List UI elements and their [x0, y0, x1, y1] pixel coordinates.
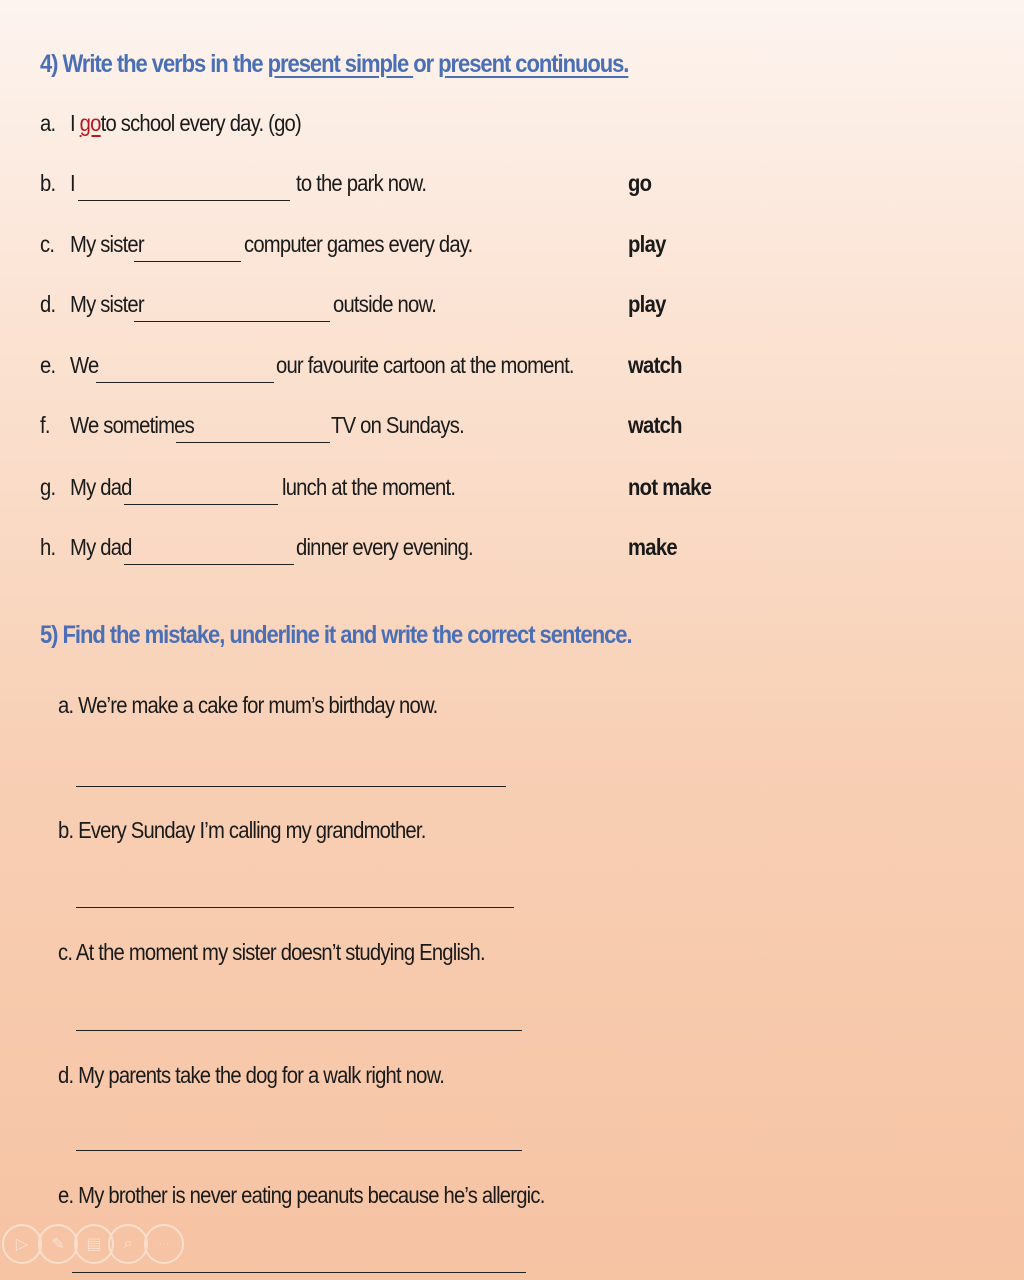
correction-line[interactable] — [76, 786, 506, 787]
presentation-controls — [0, 1220, 190, 1276]
item-letter: g. — [40, 474, 56, 500]
mistake-item-d — [0, 1062, 1024, 1102]
item-before: My dad — [70, 474, 132, 500]
item-before: My dad — [70, 534, 132, 560]
section-4-heading: 4) Write the verbs in the present simple or present continuous. — [40, 50, 629, 78]
item-before: I — [70, 170, 75, 196]
mistake-sentence: d. My parents take the dog for a walk right now. — [58, 1062, 445, 1088]
item-after: computer games every day. — [244, 231, 473, 257]
mistake-item-c — [0, 939, 1024, 979]
item-letter: h. — [40, 534, 56, 560]
pen-icon[interactable]: ✎ — [38, 1224, 78, 1264]
mistake-sentence: b. Every Sunday I’m calling my grandmother. — [58, 817, 426, 843]
item-before: My sister — [70, 231, 144, 257]
item-letter: c. — [40, 231, 55, 257]
mistake-item-e — [0, 1182, 1024, 1222]
section-5-heading: 5) Find the mistake, underline it and write the correct sentence. — [40, 621, 632, 649]
exercise-item-a — [0, 110, 1024, 150]
answer-blank[interactable] — [96, 382, 274, 383]
mistake-item-a — [0, 692, 1024, 732]
item-before: We sometimes — [70, 412, 194, 438]
exercise-item-c — [0, 231, 1024, 271]
mistake-item-b — [0, 817, 1024, 857]
item-letter: a. — [40, 110, 56, 136]
exercise-item-f — [0, 412, 1024, 452]
item-letter: d. — [40, 291, 56, 317]
item-after: TV on Sundays. — [331, 412, 464, 438]
item-after: lunch at the moment. — [282, 474, 456, 500]
mistake-sentence: c. At the moment my sister doesn’t studying English. — [58, 939, 485, 965]
answer-blank[interactable] — [176, 442, 330, 443]
verb-hint: play — [628, 231, 666, 257]
play-icon[interactable]: ▷ — [2, 1224, 42, 1264]
item-letter: e. — [40, 352, 56, 378]
verb-hint: go — [628, 170, 652, 196]
example-answer: go — [79, 110, 101, 136]
verb-hint: make — [628, 534, 677, 560]
item-after: dinner every evening. — [296, 534, 473, 560]
answer-blank[interactable] — [124, 564, 294, 565]
exercise-item-g — [0, 474, 1024, 514]
item-after: our favourite cartoon at the moment. — [276, 352, 574, 378]
correction-line[interactable] — [76, 1030, 522, 1031]
item-letter: f. — [40, 412, 50, 438]
zoom-icon[interactable]: ⌕ — [108, 1224, 148, 1264]
mistake-sentence: a. We’re make a cake for mum’s birthday now. — [58, 692, 438, 718]
correction-line[interactable] — [76, 1150, 522, 1151]
item-before: We — [70, 352, 99, 378]
item-sentence: I goto school every day. (go) — [70, 110, 301, 136]
item-letter: b. — [40, 170, 56, 196]
exercise-item-h — [0, 534, 1024, 574]
verb-hint: watch — [628, 412, 682, 438]
exercise-item-b — [0, 170, 1024, 210]
mistake-sentence: e. My brother is never eating peanuts because he’s allergic. — [58, 1182, 545, 1208]
item-before: My sister — [70, 291, 144, 317]
answer-blank[interactable] — [78, 200, 290, 201]
verb-hint: not make — [628, 474, 712, 500]
more-options-icon[interactable]: ··· — [144, 1224, 184, 1264]
exercise-item-d — [0, 291, 1024, 331]
item-after: to the park now. — [296, 170, 427, 196]
answer-blank[interactable] — [124, 504, 278, 505]
verb-hint: watch — [628, 352, 682, 378]
slides-icon[interactable]: ▤ — [74, 1224, 114, 1264]
verb-hint: play — [628, 291, 666, 317]
answer-blank[interactable] — [134, 321, 330, 322]
correction-line[interactable] — [76, 907, 514, 908]
answer-blank[interactable] — [134, 261, 241, 262]
exercise-item-e — [0, 352, 1024, 392]
item-after: outside now. — [333, 291, 437, 317]
